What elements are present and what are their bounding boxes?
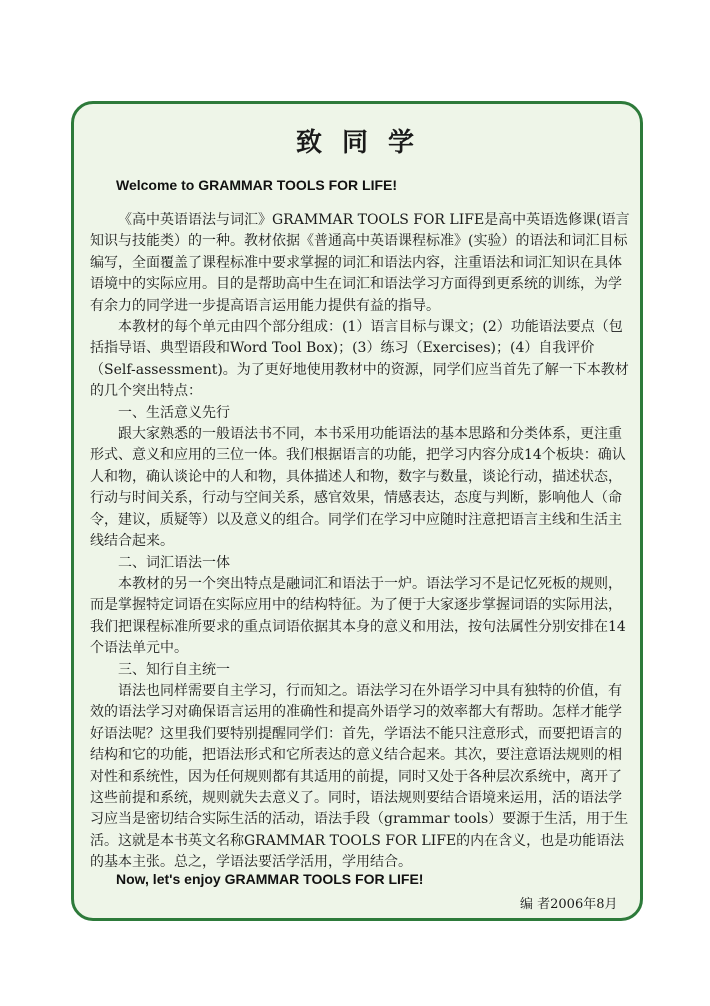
- section-paragraph-1: 跟大家熟悉的一般语法书不同，本书采用功能语法的基本思路和分类体系，更注重形式、意义和应用的三位一体。我们根据语言的功能，把学习内容分成14个板块：确认人和物，确认谈论中的人和物，具体描述人和物，数字与数量，谈论行动，描述状态，行动与时间关系，行动与空间关系，感官效果，情感表达，态度与判断，影响他人（命令，建议，质疑等）以及意义的组合。同学们在学习中应随时注意把语言主线和生活主线结合起来。: [90, 426, 626, 550]
- structure-paragraph: 本教材的每个单元由四个部分组成：(1）语言目标与课文；(2）功能语法要点（包括指导语、典型语段和Word Tool Box)；(3）练习（Exercises)；(4）自我评价（Self-assessment)。为了更好地使用教材中的资源，同学们应当首先了解一下本教材的几个突出特点：: [90, 319, 629, 400]
- section-paragraph-2: 本教材的另一个突出特点是融词汇和语法于一炉。语法学习不是记忆死板的规则，而是掌握特定词语在实际应用中的结构特征。为了便于大家逐步掌握词语的实际用法，我们把课程标准所要求的重点词语依据其本身的意义和用法，按句法属性分别安排在14个语法单元中。: [90, 575, 626, 657]
- section-heading-2: 二、词汇语法一体: [118, 554, 230, 571]
- section-paragraph-3: 语法也同样需要自主学习，行而知之。语法学习在外语学习中具有独特的价值，有效的语法学习对确保语言运用的准确性和提高外语学习的效率都大有帮助。怎样才能学好语法呢？这里我们要特别提醒同学们：首先，学语法不能只注意形式，而要把语言的结构和它的功能，把语法形式和它所表达的意义结合起来。其次，要注意语法规则的相对性和系统性，因为任何规则都有其适用的前提，同时又处于各种层次系统中，离开了这些前提和系统，规则就失去意义了。同时，语法规则要结合语境来运用，活的语法学习应当是密切结合实际生活的活动，语法手段（grammar tools）要源于生活，用于生活。这就是本书英文名称GRAMMAR TOOLS FOR LIFE的内在含义，也是功能语法的基本主张。总之，学语法要活学活用，学用结合。: [90, 682, 629, 871]
- section-heading-3: 三、知行自主统一: [118, 661, 230, 678]
- closing-line: Now, let's enjoy GRAMMAR TOOLS FOR LIFE!: [116, 871, 424, 887]
- letter-body: [90, 210, 635, 874]
- section-heading-1: 一、生活意义先行: [118, 404, 230, 421]
- welcome-line: Welcome to GRAMMAR TOOLS FOR LIFE!: [116, 177, 398, 193]
- signature: 编 者2006年8月: [520, 897, 618, 912]
- page-title: 致同学: [295, 128, 434, 158]
- intro-paragraph: 《高中英语语法与词汇》GRAMMAR TOOLS FOR LIFE是高中英语选修课(语言知识与技能类）的一种。教材依据《普通高中英语课程标准》(实验）的语法和词汇目标编写，全面覆盖了课程标准中要求掌握的词汇和语法内容，注重语法和词汇知识在具体语境中的实际应用。目的是帮助高中生在词汇和语法学习方面得到更系统的训练，为学有余力的同学进一步提高语言运用能力提供有益的指导。: [90, 212, 630, 314]
